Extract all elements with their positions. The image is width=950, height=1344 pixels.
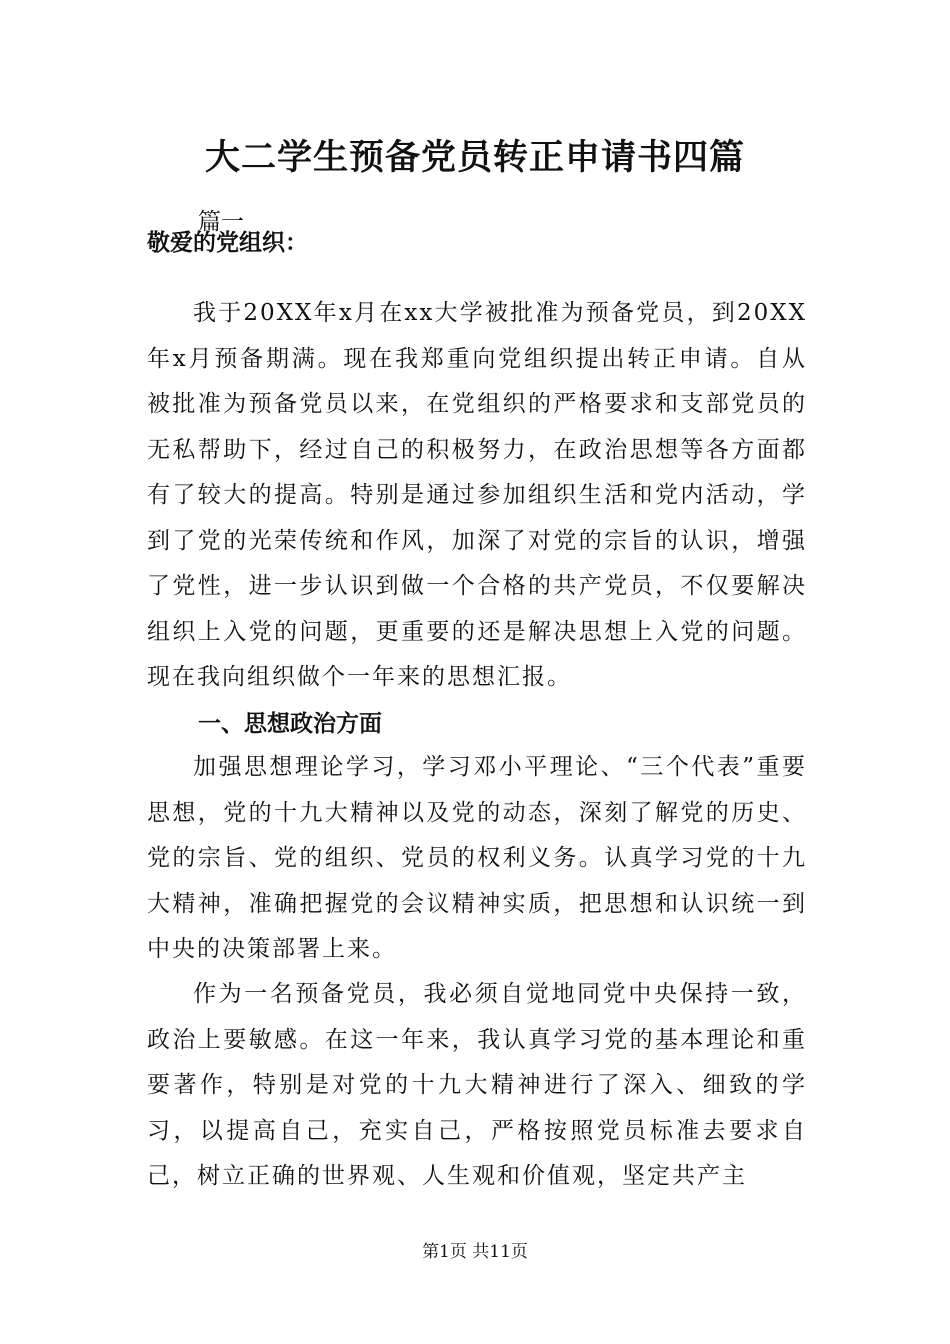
section-heading: 一、思想政治方面	[198, 711, 382, 737]
section-label: 篇一	[198, 209, 244, 235]
salutation: 敬爱的党组织：	[147, 230, 308, 256]
paragraph-intro: 我于20XX年x月在xx大学被批准为预备党员，到20XX年x月预备期满。现在我郑重向党组织提出转正申请。自从被批准为预备党员以来，在党组织的严格要求和支部党员的无私帮助下，经过自己的积极努力，在政治思想等各方面都有了较大的提高。特别是通过参加组织生活和党内活动，学到了党的光荣传统和作风，加深了对党的宗旨的认识，增强了党性，进一步认识到做一个合格的共产党员，不仅要解决组织上入党的问题，更重要的还是解决思想上入党的问题。现在我向组织做个一年来的思想汇报。	[147, 300, 807, 690]
paragraph-political-awareness: 作为一名预备党员，我必须自觉地同党中央保持一致，政治上要敏感。在这一年来，我认真学习党的基本理论和重要著作，特别是对党的十九大精神进行了深入、细致的学习，以提高自己，充实自己，严格按照党员标准去要求自己，树立正确的世界观、人生观和价值观，坚定共产主	[147, 981, 807, 1189]
document-title: 大二学生预备党员转正申请书四篇	[204, 137, 745, 178]
page-footer: 第1页 共11页	[422, 1242, 528, 1262]
paragraph-theory-study: 加强思想理论学习，学习邓小平理论、“三个代表”重要思想，党的十九大精神以及党的动态，深刻了解党的历史、党的宗旨、党的组织、党员的权利义务。认真学习党的十九大精神，准确把握党的会议精神实质，把思想和认识统一到中央的决策部署上来。	[147, 754, 807, 962]
